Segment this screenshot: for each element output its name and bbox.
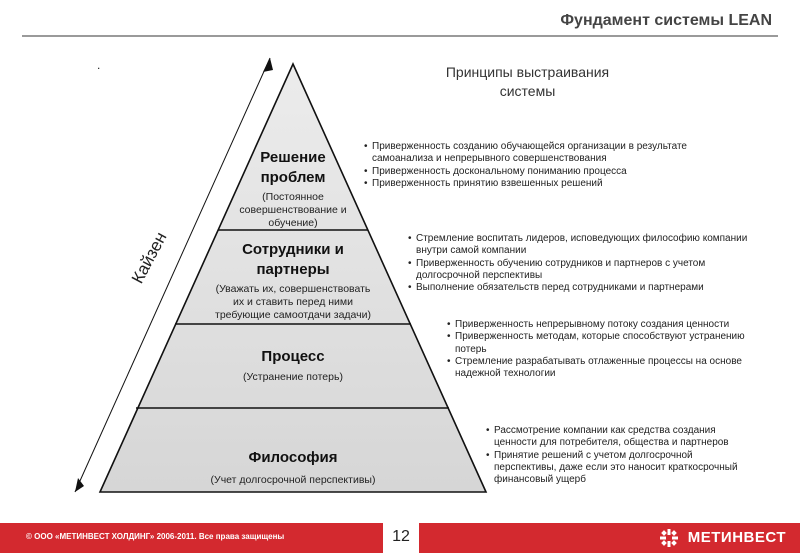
kaizen-arrow-head-top [263,58,273,72]
level-philosophy-name: Философия [248,449,338,466]
kaizen-label: Кайзен [127,228,171,287]
kaizen-arrow-head-bottom [75,478,84,492]
page-number: 12 [392,528,410,545]
bullet-item: • Приверженность непрерывному потоку создания ценности [447,319,747,331]
level-problems-desc-2: совершенствование и [239,204,347,216]
subtitle-line-1: Принципы выстраивания [445,64,610,80]
level-problems-desc-1: (Постоянное [262,191,324,203]
level-people [193,240,393,322]
metinvest-logo-icon [660,529,678,547]
subtitle-line-2: системы [499,83,556,99]
bullet-item: • Стремление разрабатывать отлаженные процессы на основе надежной технологии [447,356,747,381]
level-problems-desc-3: обучение) [268,217,318,229]
level-people-desc-1: (Уважать их, совершенствовать [215,283,371,295]
level-process [193,347,393,384]
level-problems-name-1: Решение [260,149,326,166]
level-process-desc: (Устранение потерь) [243,371,343,383]
bullet-item: • Приверженность обучению сотрудников и партнеров с учетом долгосрочной перспективы [408,258,753,283]
footer-brand: МЕТИНВЕСТ [687,529,786,546]
footer-bar [0,523,800,553]
bullets-philosophy [486,425,751,486]
level-process-name: Процесс [261,348,325,365]
level-people-desc-2: их и ставить перед ними [232,296,353,308]
level-philosophy-desc: (Учет долгосрочной перспективы) [210,474,376,486]
level-problems-name-2: проблем [260,169,326,186]
slide-title: Фундамент системы LEAN [560,12,772,29]
bullet-item: • Приверженность созданию обучающейся организации в результате самоанализа и непрерывного совершенствования [364,141,709,166]
bullets-people [408,233,753,294]
level-problems [223,148,363,230]
bullet-item: • Приверженность принятию взвешенных решений [364,178,709,190]
bullet-item: • Приверженность методам, которые способствуют устранению потерь [447,331,747,356]
bullet-item: • Выполнение обязательств перед сотрудниками и партнерами [408,282,753,294]
stray-dot: . [97,58,101,72]
level-people-desc-3: требующие самоотдачи задачи) [215,309,371,321]
bullets-process [447,319,747,380]
bullet-item: • Рассмотрение компании как средства создания ценности для потребителя, общества и партнеров [486,425,751,450]
bullet-item: • Стремление воспитать лидеров, исповедующих философию компании внутри самой компании [408,233,753,258]
bullet-item: • Приверженность доскональному пониманию процесса [364,166,709,178]
level-people-name-1: Сотрудники и [242,241,344,258]
footer-copyright: © ООО «МЕТИНВЕСТ ХОЛДИНГ» 2006-2011. Все права защищены [26,532,285,541]
bullet-item: • Принятие решений с учетом долгосрочной перспективы, даже если это наносит краткосрочный финансовый ущерб [486,450,751,487]
level-philosophy [173,448,413,487]
level-people-name-2: партнеры [256,261,330,278]
bullets-problems [364,141,709,190]
